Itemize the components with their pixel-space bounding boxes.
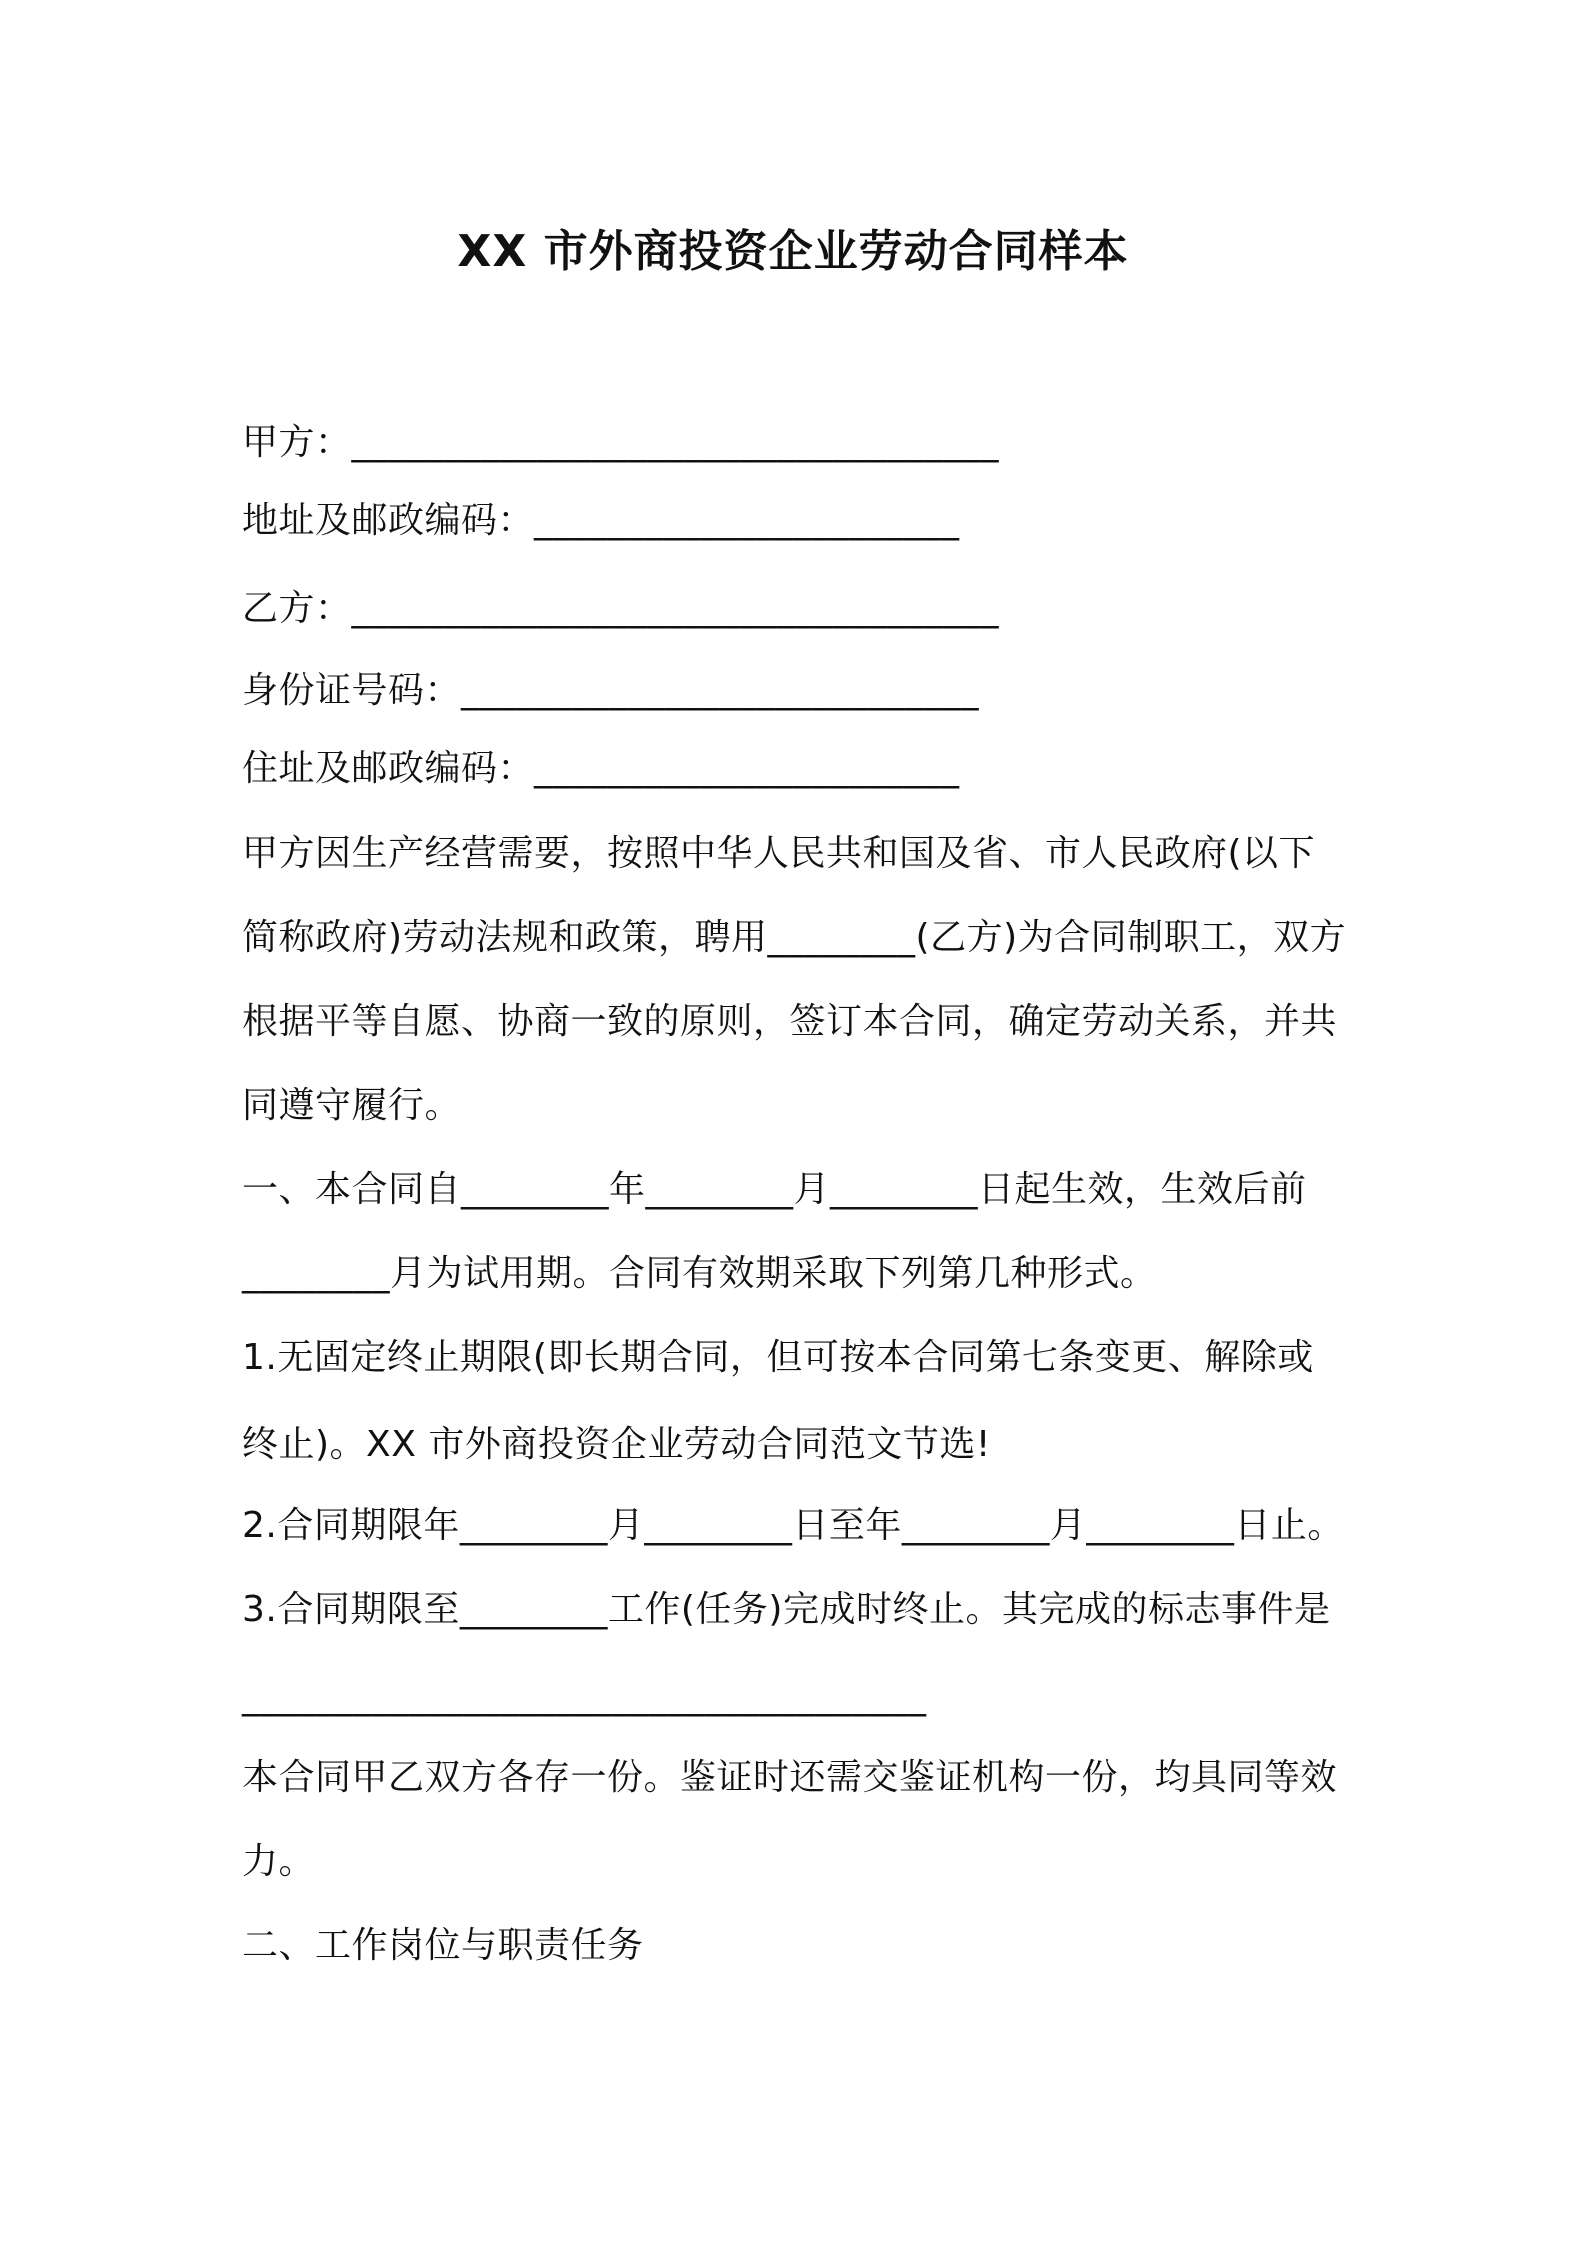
term-option-1-line-2: 终止)。XX 市外商投资企业劳动合同范文节选! [242,1424,991,1465]
party-a-line: 甲方：___________________________________ [242,422,1000,463]
copies-line-2: 力。 [242,1841,316,1882]
preamble-line-1: 甲方因生产经营需要，按照中华人民共和国及省、市人民政府(以下 [242,833,1316,874]
term-option-3-line: 3.合同期限至________工作(任务)完成时终止。其完成的标志事件是 [242,1589,1331,1630]
clause-1-line-2: ________月为试用期。合同有效期采取下列第几种形式。 [242,1253,1157,1294]
preamble-line-4: 同遵守履行。 [242,1085,462,1126]
preamble-line-2: 简称政府)劳动法规和政策，聘用________(乙方)为合同制职工，双方 [242,917,1347,958]
completion-event-blank: _____________________________________ [242,1676,927,1717]
copies-line-1: 本合同甲乙双方各存一份。鉴证时还需交鉴证机构一份，均具同等效 [242,1757,1338,1798]
term-option-2-line: 2.合同期限年________月________日至年________月________日止。 [242,1505,1344,1546]
section-2-heading: 二、工作岗位与职责任务 [242,1925,644,1966]
term-option-1-line-1: 1.无固定终止期限(即长期合同，但可按本合同第七条变更、解除或 [242,1337,1314,1378]
residence-postcode-line: 住址及邮政编码：_______________________ [242,748,960,789]
id-number-line: 身份证号码：____________________________ [242,670,980,711]
address-postcode-line: 地址及邮政编码：_______________________ [242,500,960,541]
document-title: XX 市外商投资企业劳动合同样本 [457,226,1129,277]
preamble-line-3: 根据平等自愿、协商一致的原则，签订本合同，确定劳动关系，并共 [242,1001,1338,1042]
party-b-line: 乙方：___________________________________ [242,588,1000,629]
clause-1-line-1: 一、本合同自________年________月________日起生效，生效后前 [242,1169,1307,1210]
